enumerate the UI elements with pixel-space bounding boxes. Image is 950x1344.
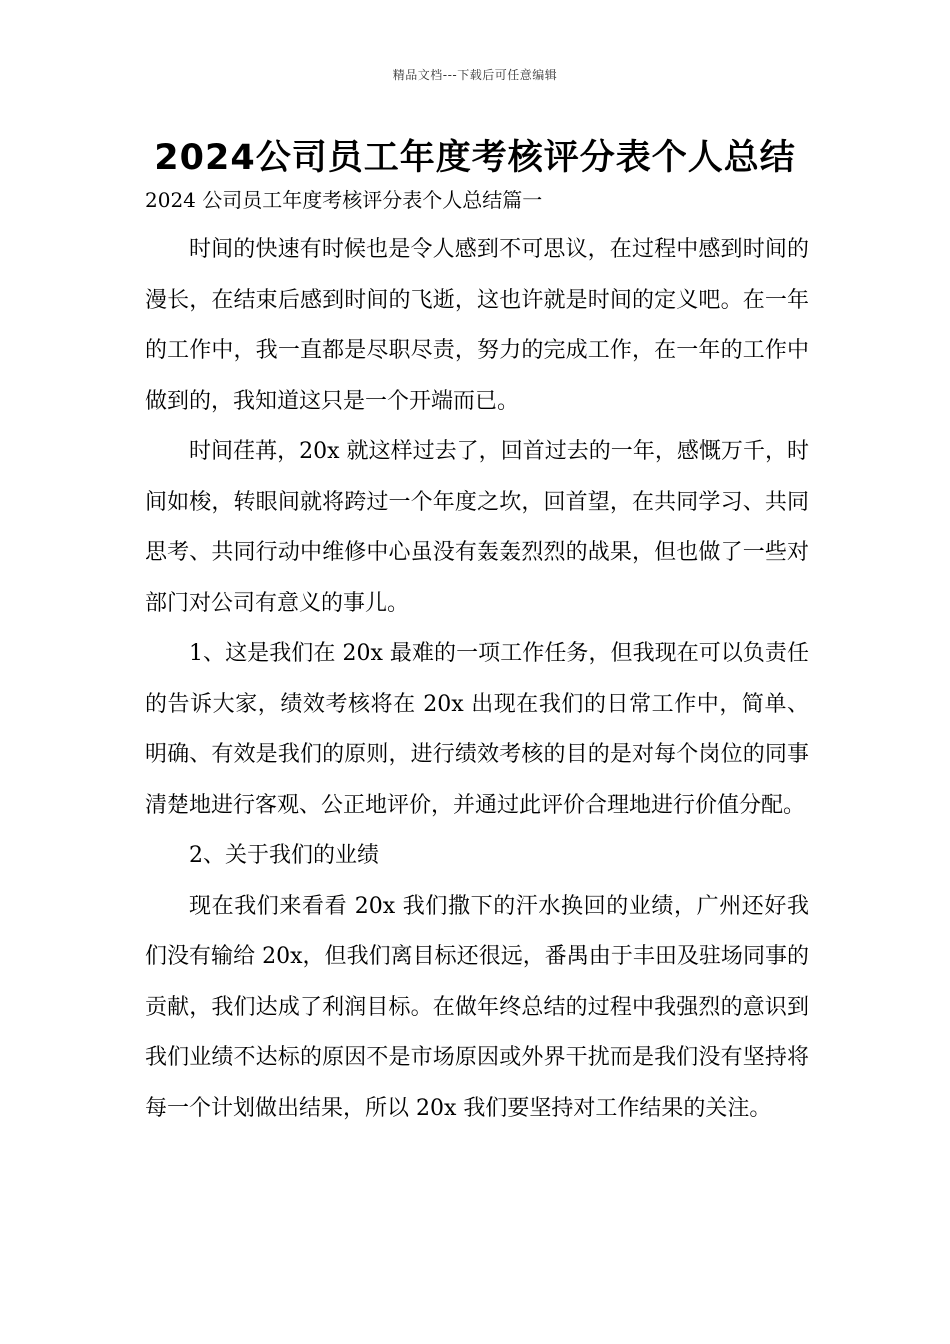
document-title: 2024公司员工年度考核评分表个人总结: [154, 138, 796, 178]
header-note: 精品文档---下载后可任意编辑: [392, 68, 558, 82]
paragraph: 时间荏苒，20x 就这样过去了，回首过去的一年，感慨万千，时间如梭，转眼间就将跨过一个年度之坎，回首望，在共同学习、共同思考、共同行动中维修中心虽没有轰轰烈烈的战果，但也做了一些对部门对公司有意义的事儿。: [145, 439, 809, 616]
paragraph: 时间的快速有时候也是令人感到不可思议，在过程中感到时间的漫长，在结束后感到时间的飞逝，这也许就是时间的定义吧。在一年的工作中，我一直都是尽职尽责，努力的完成工作，在一年的工作中做到的，我知道这只是一个开端而已。: [145, 237, 809, 414]
paragraph: 现在我们来看看 20x 我们撒下的汗水换回的业绩，广州还好我们没有输给 20x，但我们离目标还很远，番禺由于丰田及驻场同事的贡献，我们达成了利润目标。在做年终总结的过程中我强烈的意识到我们业绩不达标的原因不是市场原因或外界干扰而是我们没有坚持将每一个计划做出结果，所以 20x 我们要坚持对工作结果的关注。: [145, 893, 809, 1121]
paragraph: 2、关于我们的业绩: [189, 843, 379, 868]
document-body: [145, 225, 809, 1134]
paragraph: 1、这是我们在 20x 最难的一项工作任务，但我现在可以负责任的告诉大家，绩效考核将在 20x 出现在我们的日常工作中，简单、明确、有效是我们的原则，进行绩效考核的目的是对每个岗位的同事清楚地进行客观、公正地评价，并通过此评价合理地进行价值分配。: [145, 641, 809, 818]
document-subtitle: 2024 公司员工年度考核评分表个人总结篇一: [145, 188, 543, 212]
